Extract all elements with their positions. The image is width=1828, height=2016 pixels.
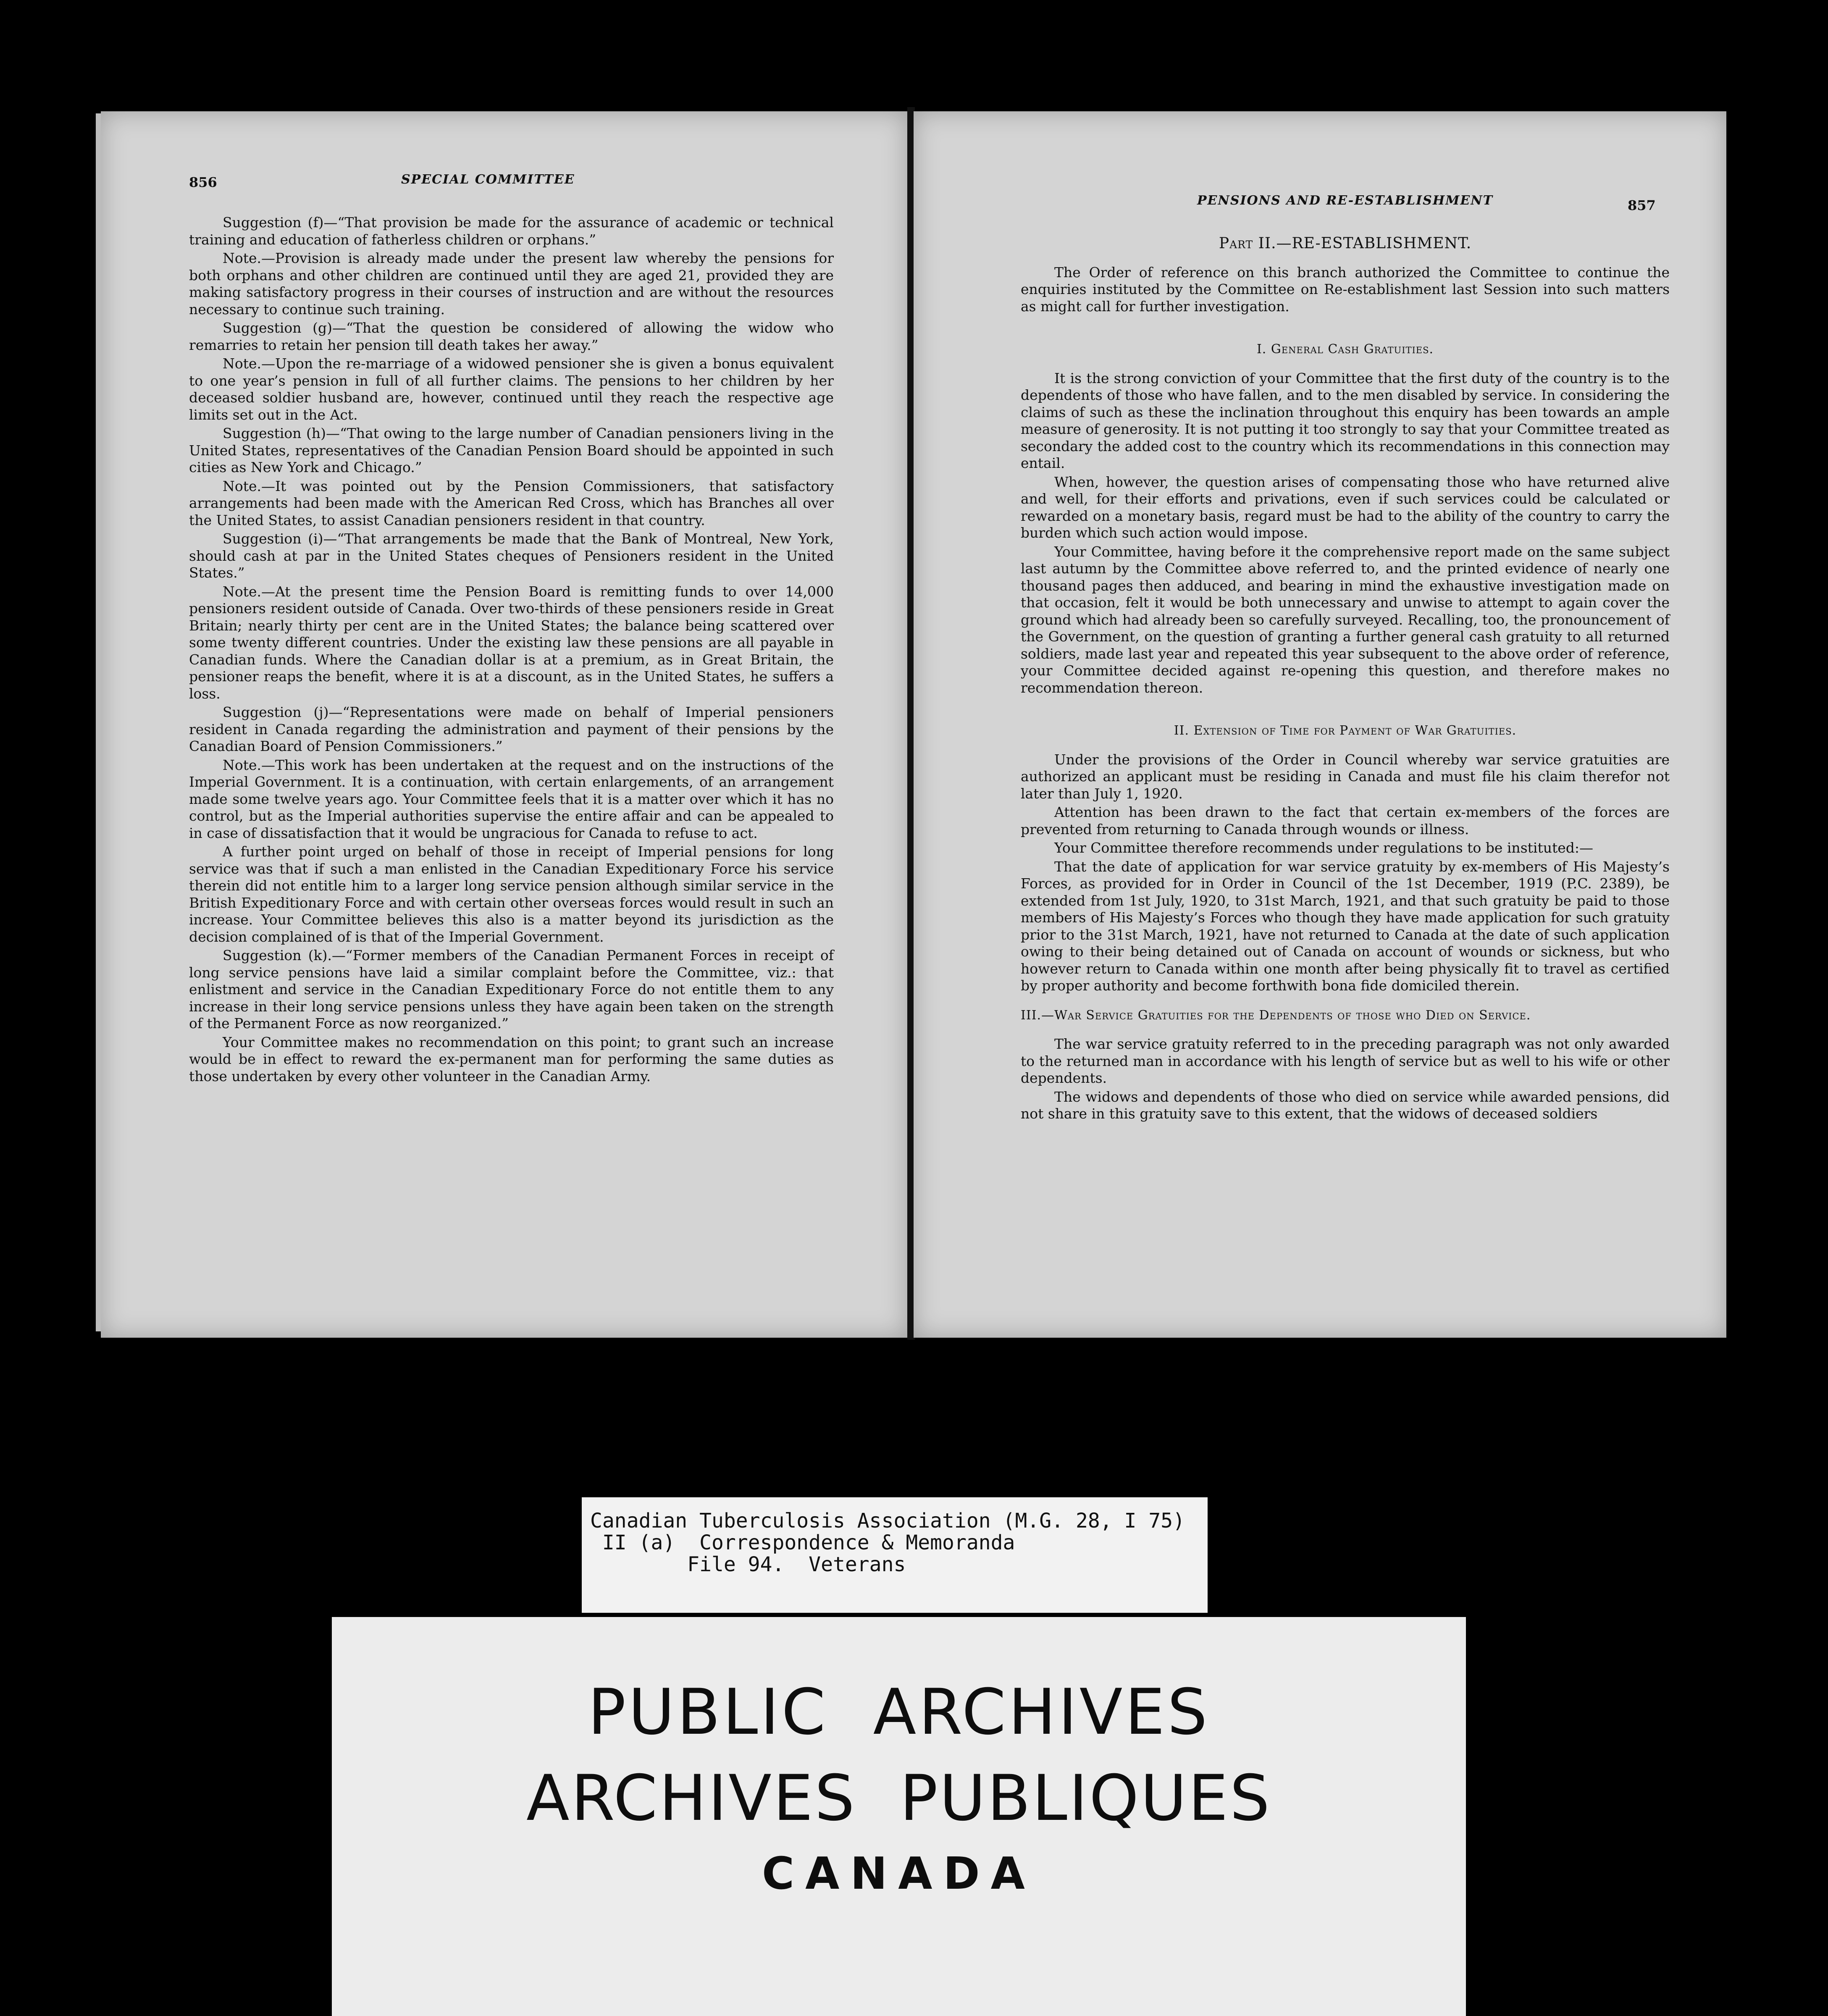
paragraph: Suggestion (h)—“That owing to the large number of Canadian pensioners living in the United States, representatives of the Canadian Pension Board should be appointed in such cities as New York and Chicago.” bbox=[189, 425, 834, 475]
left-page-body bbox=[189, 214, 834, 1087]
label-line: II (a) Correspondence & Memoranda bbox=[590, 1531, 1015, 1554]
label-line: File 94. Veterans bbox=[590, 1553, 906, 1576]
paragraph: Your Committee, having before it the comprehensive report made on the same subject last autumn by the Committee above referred to, and the printed evidence of nearly one thousand pages then adduced, and bearing in mind the exhaustive investigation made on that occasion, felt it would be both unnecessary and unwise to attempt to again cover the ground which had already been so carefully surveyed. Recalling, too, the pronouncement of the Government, on the question of granting a further general cash gratuity to all returned soldiers, made last year and repeated this year subsequent to the above order of reference, your Committee decided against re-opening this question, and therefore makes no recommendation thereon. bbox=[1021, 543, 1670, 696]
left-page bbox=[101, 111, 907, 1338]
archive-reference-label bbox=[582, 1497, 1208, 1613]
paragraph: Note.—This work has been undertaken at the request and on the instructions of the Imperial Government. It is a continuation, with certain enlargements, of an arrangement made some twelve years ago. Your Committee feels that it is a matter over which it has no control, but as the Imperial authorities supervise the entire affair and can be appealed to in case of dissatisfaction that it would be ungracious for Canada to refuse to act. bbox=[189, 756, 834, 841]
paragraph: It is the strong conviction of your Committee that the first duty of the country is to the dependents of those who have fallen, and to the men disabled by service. In considering the claims of such as these the inclination throughout this enquiry has been towards an ample measure of generosity. It is not putting it too strongly to say that your Committee treated as secondary the added cost to the country which its recommendations in this connection may entail. bbox=[1021, 370, 1670, 471]
paragraph: The war service gratuity referred to in the preceding paragraph was not only awarded to the returned man in accordance with his length of service but as well to his wife or other dependents. bbox=[1021, 1036, 1670, 1086]
right-running-head: PENSIONS AND RE-ESTABLISHMENT bbox=[1197, 193, 1493, 208]
paragraph: Note.—Provision is already made under the present law whereby the pensions for both orphans and other children are continued until they are aged 21, provided they are making satisfactory progress in their courses of instruction and are without the resources necessary to continue such training. bbox=[189, 250, 834, 318]
paragraph: Suggestion (j)—“Representations were made on behalf of Imperial pensioners resident in Canada regarding the administration and payment of their pensions by the Canadian Board of Pension Commissioners.” bbox=[189, 704, 834, 754]
paragraph: Note.—At the present time the Pension Board is remitting funds to over 14,000 pensioners resident outside of Canada. Over two-thirds of these pensioners reside in Great Britain; nearly thirty per cent are in the United States; the balance being scattered over some twenty different countries. Under the existing law these pensions are all payable in Canadian funds. Where the Canadian dollar is at a premium, as in Great Britain, the pensioner reaps the benefit, where it is at a discount, as in the United States, he suffers a loss. bbox=[189, 583, 834, 702]
paragraph: Your Committee makes no recommendation on this point; to grant such an increase would be in effect to reward the ex-permanent man for performing the same duties as those undertaken by every other volunteer in the Canadian Army. bbox=[189, 1034, 834, 1084]
paragraph: A further point urged on behalf of those in receipt of Imperial pensions for long service was that if such a man enlisted in the Canadian Expeditionary Force his service therein did not entitle him to a larger long service pension although similar service in the British Expeditionary Force and with certain other overseas forces would result in such an increase. Your Committee believes this also is a matter beyond its jurisdiction as the decision complained of is that of the Imperial Government. bbox=[189, 843, 834, 945]
label-line: Canadian Tuberculosis Association (M.G. 28, I 75) bbox=[590, 1509, 1185, 1533]
section-heading: I. General Cash Gratuities. bbox=[1256, 342, 1434, 357]
stamp-line-country: CANADA bbox=[762, 1848, 1036, 1899]
paragraph: Under the provisions of the Order in Council whereby war service gratuities are authorized an applicant must be residing in Canada and must file his claim therefor not later than July 1, 1920. bbox=[1021, 751, 1670, 802]
paragraph: Attention has been drawn to the fact that certain ex-members of the forces are prevented from returning to Canada through wounds or illness. bbox=[1021, 804, 1670, 837]
paragraph: Suggestion (f)—“That provision be made for the assurance of academic or technical training and education of fatherless children or orphans.” bbox=[189, 214, 834, 248]
paragraph: Suggestion (g)—“That the question be considered of allowing the widow who remarries to retain her pension till death takes her away.” bbox=[189, 320, 834, 353]
paragraph: That the date of application for war service gratuity by ex-members of His Majesty’s Forces, as provided for in Order in Council of the 1st December, 1919 (P.C. 2389), be extended from 1st July, 1920, to 31st March, 1921, and that such gratuity be paid to those members of His Majesty’s Forces who though they have made application for such gratuity prior to the 31st March, 1921, have not returned to Canada at the date of such application owing to their being detained out of Canada on account of wounds or sickness, but who however return to Canada within one month after being physically fit to travel as certified by proper authority and become forthwith bona fide domiciled therein. bbox=[1021, 858, 1670, 994]
paragraph: Note.—Upon the re-marriage of a widowed pensioner she is given a bonus equivalent to one year’s pension in full of all further claims. The pensions to her children by her deceased soldier husband are, however, continued until they reach the respective age limits set out in the Act. bbox=[189, 355, 834, 423]
section-heading: III.—War Service Gratuities for the Dependents of those who Died on Service. bbox=[1021, 1008, 1531, 1023]
paragraph: Suggestion (i)—“That arrangements be made that the Bank of Montreal, New York, should cash at par in the United States cheques of Pensioners resident in the United States.” bbox=[189, 530, 834, 581]
paragraph: Note.—It was pointed out by the Pension Commissioners, that satisfactory arrangements had been made with the American Red Cross, which has Branches all over the United States, to assist Canadian pensioners resident in that country. bbox=[189, 478, 834, 528]
right-page bbox=[914, 111, 1726, 1338]
stamp-line-english: PUBLIC ARCHIVES bbox=[588, 1676, 1210, 1749]
right-page-number: 857 bbox=[1628, 197, 1656, 213]
paragraph: The Order of reference on this branch authorized the Committee to continue the enquiries instituted by the Committee on Re-establishment last Session into such matters as might call for further investigation. bbox=[1021, 264, 1670, 315]
paragraph: When, however, the question arises of compensating those who have returned alive and well, for their efforts and privations, even if such services could be calculated or rewarded on a monetary basis, regard must be had to the ability of the country to carry the burden which such action would impose. bbox=[1021, 473, 1670, 541]
section-heading: II. Extension of Time for Payment of War Gratuities. bbox=[1174, 723, 1517, 738]
right-page-body bbox=[1021, 235, 1670, 1124]
left-running-head: SPECIAL COMMITTEE bbox=[401, 172, 575, 187]
paragraph: The widows and dependents of those who died on service while awarded pensions, did not share in this gratuity save to this extent, that the widows of deceased soldiers bbox=[1021, 1088, 1670, 1122]
public-archives-stamp bbox=[332, 1617, 1466, 2016]
left-page-number: 856 bbox=[189, 174, 217, 190]
stamp-line-french: ARCHIVES PUBLIQUES bbox=[526, 1762, 1271, 1835]
paragraph: Your Committee therefore recommends under regulations to be instituted:— bbox=[1054, 840, 1593, 856]
part-heading: Part II.—RE-ESTABLISHMENT. bbox=[1219, 235, 1472, 252]
paragraph: Suggestion (k).—“Former members of the Canadian Permanent Forces in receipt of long service pensions have laid a similar complaint before the Committee, viz.: that enlistment and service in the Canadian Expeditionary Force do not entitle them to any increase in their long service pensions unless they have again been taken on the strength of the Permanent Force as now reorganized.” bbox=[189, 947, 834, 1032]
left-page-edge bbox=[96, 113, 101, 1331]
